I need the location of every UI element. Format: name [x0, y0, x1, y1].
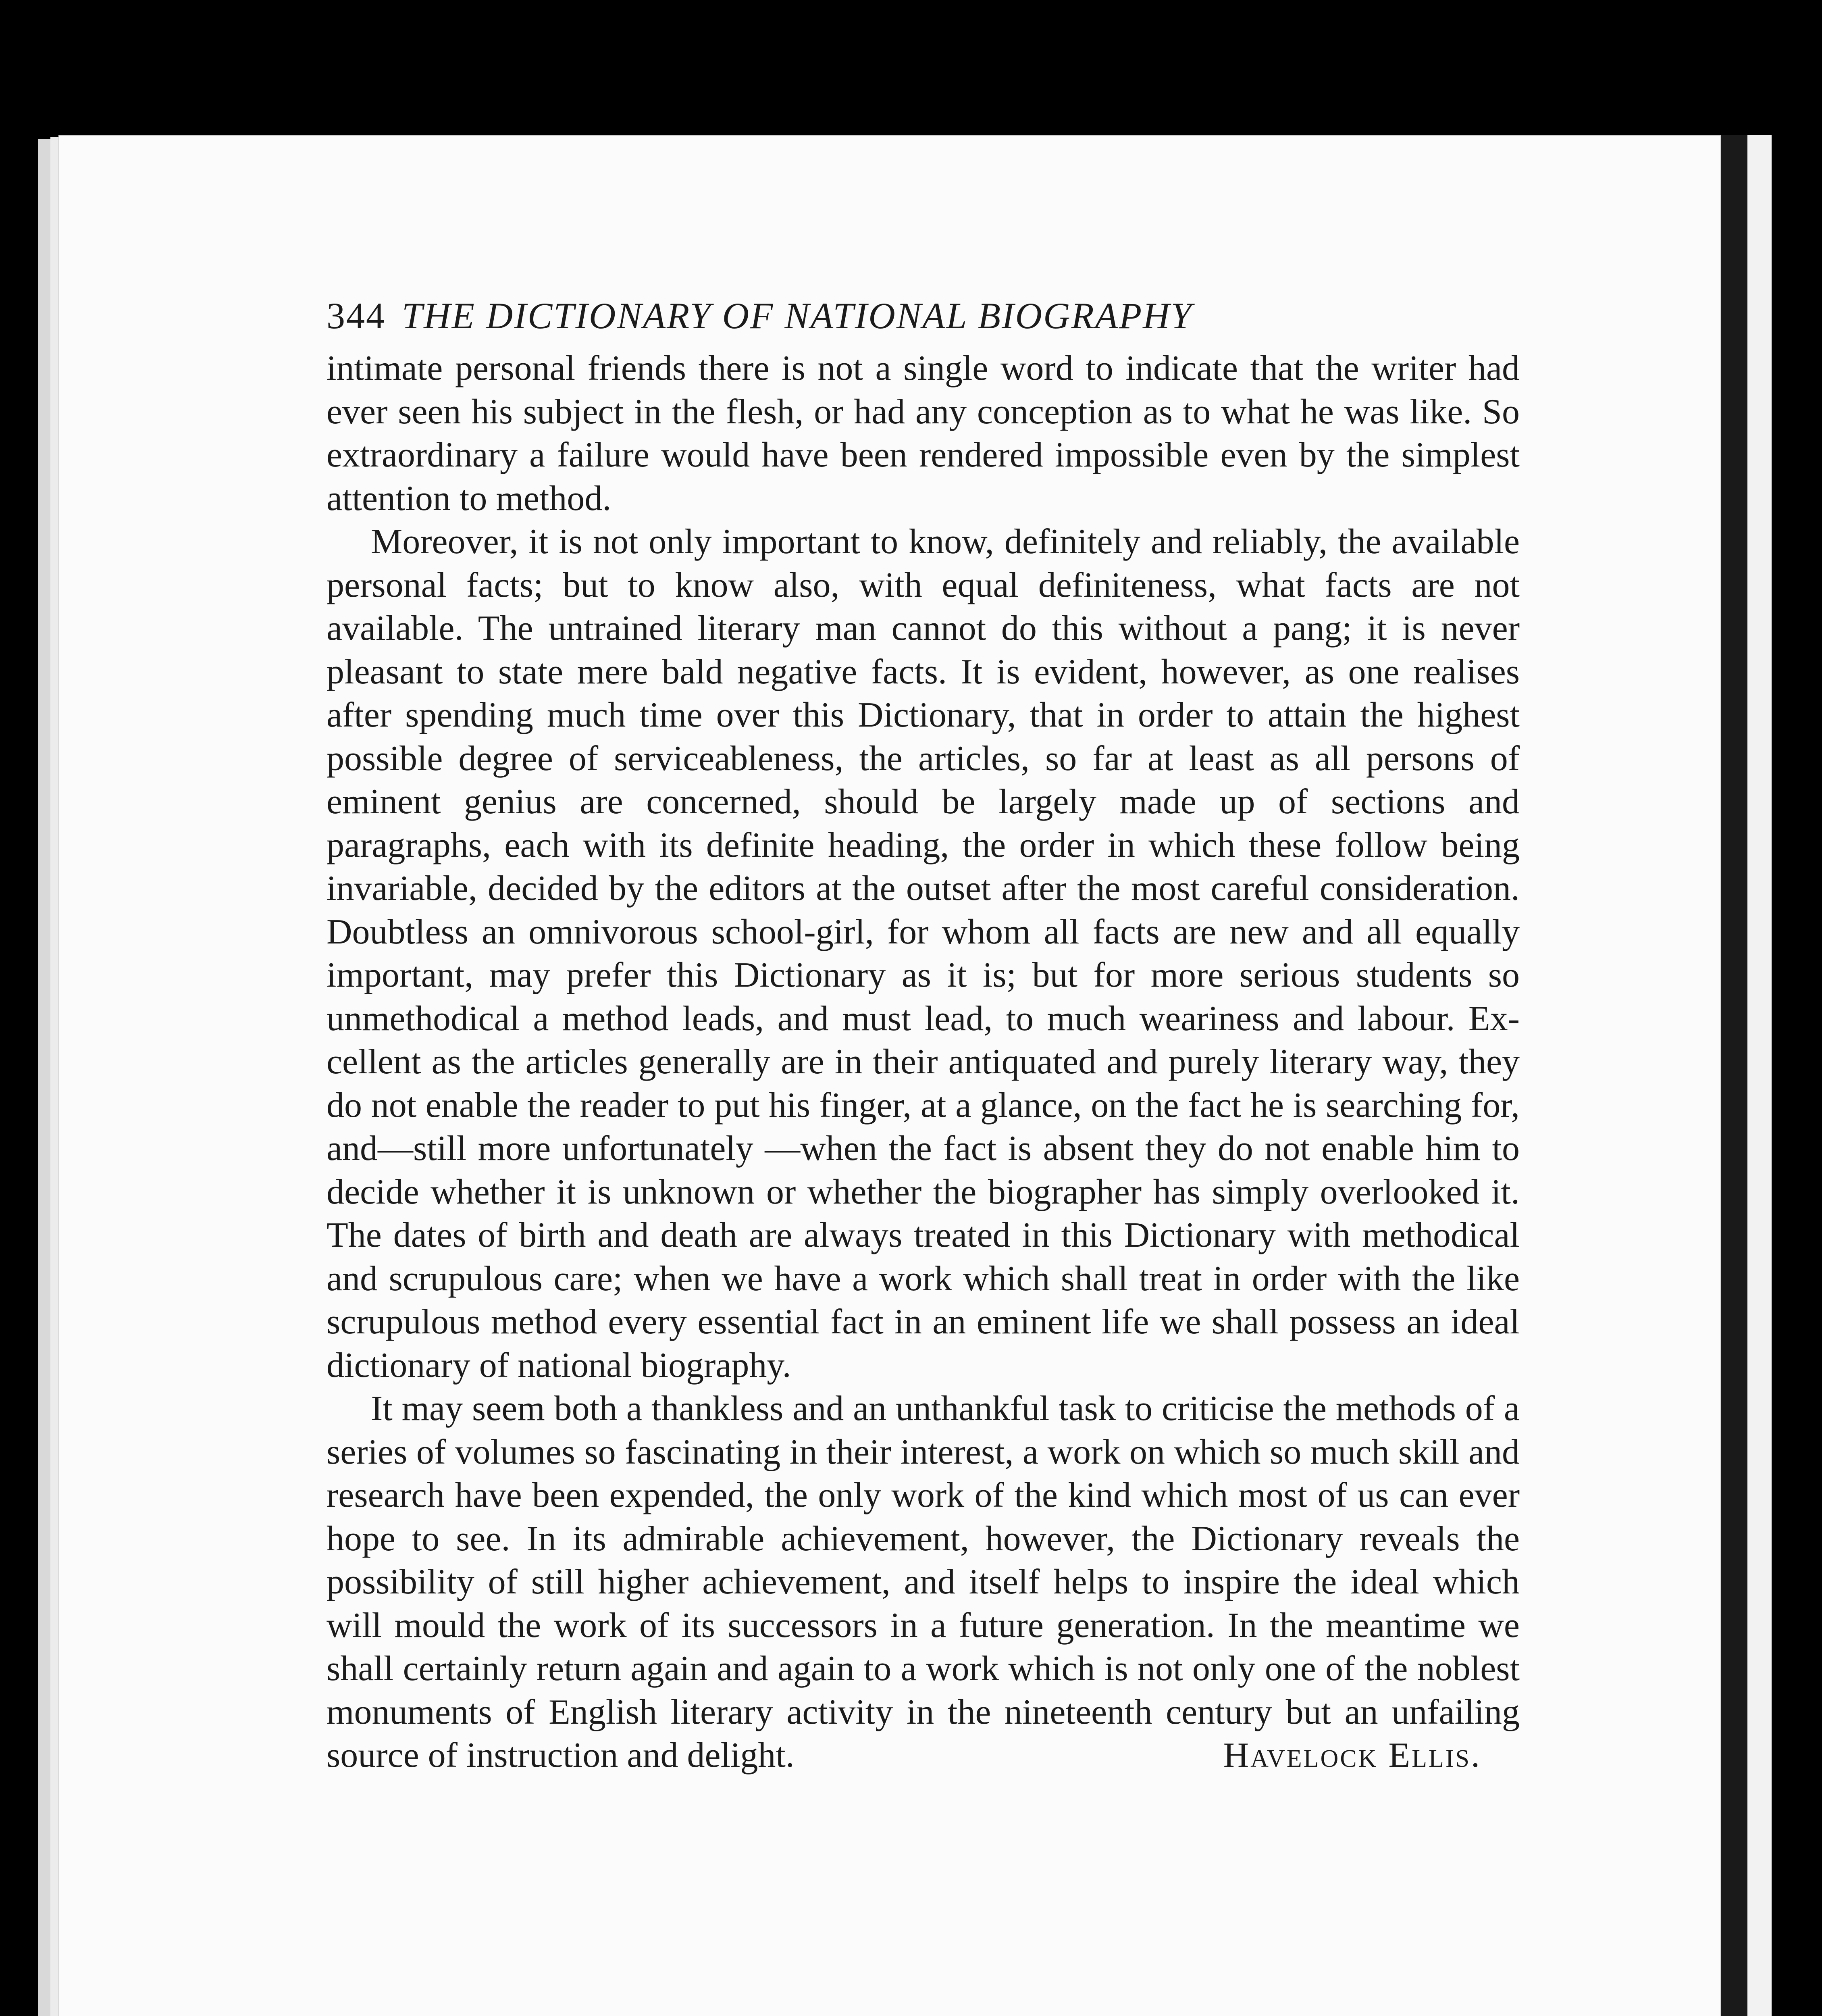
paragraph-1: intimate personal friends there is not a single word to indicate that the writer had ever seen his subject in the flesh, or had any conception as to what he was like. So extraordinary a failure would have been rendered impossible even by the simplest attention to method.	[327, 349, 1520, 518]
facing-page-edge	[1747, 135, 1772, 2016]
page-content	[327, 294, 1520, 1777]
paragraph-3-text: It may seem both a thankless and an unthankful task to criticise the methods of a series of volumes so fascinating in their interest, a work on which so much skill and research have been expended, the only work of the kind which most of us can ever hope to see. In its admirable achievement, however, the Dictionary reveals the possibility of still higher achievement, and itself helps to inspire the ideal which will mould the work of its successors in a future generation. In the meantime we shall certainly return again and again to a work which is not only one of the noblest monuments of English literary activity in the nineteenth century but an unfailing source of instruction and delight.	[327, 1389, 1520, 1775]
page-number: 344	[327, 295, 386, 336]
paragraph-3	[327, 1387, 1520, 1777]
author-signature: Havelock Ellis.	[1223, 1736, 1481, 1775]
paragraph-2: Moreover, it is not only important to know, definitely and reliably, the available personal facts; but to know also, with equal definiteness, what facts are not available. The untrained literary man cannot do this without a pang; it is never pleasant to state mere bald negative facts. It is evident, however, as one realises after spending much time over this Dictionary, that in order to attain the highest possible degree of serviceableness, the articles, so far at least as all persons of eminent genius are concerned, should be largely made up of sections and paragraphs, each with its definite heading, the order in which these follow being invariable, decided by the editors at the outset after the most careful consideration. Doubtless an omnivorous school-girl, for whom all facts are new and all equally important, may prefer this Dictionary as it is; but for more serious students so unmethodical a method leads, and must lead, to much weariness and labour. Excellent as the articles generally are in their antiquated and purely literary way, they do not enable the reader to put his finger, at a glance, on the fact he is searching for, and—still more unfortunately —when the fact is absent they do not enable him to decide whether it is unknown or whether the biographer has simply overlooked it. The dates of birth and death are always treated in this Dictionary with methodical and scrupulous care; when we have a work which shall treat in order with the like scrupulous method every essential fact in an eminent life we shall possess an ideal dictionary of national biography.	[327, 522, 1520, 1385]
book-spine	[1721, 135, 1747, 2016]
running-header	[327, 294, 1520, 347]
running-title: THE DICTIONARY OF NATIONAL BIOGRAPHY	[402, 295, 1193, 336]
